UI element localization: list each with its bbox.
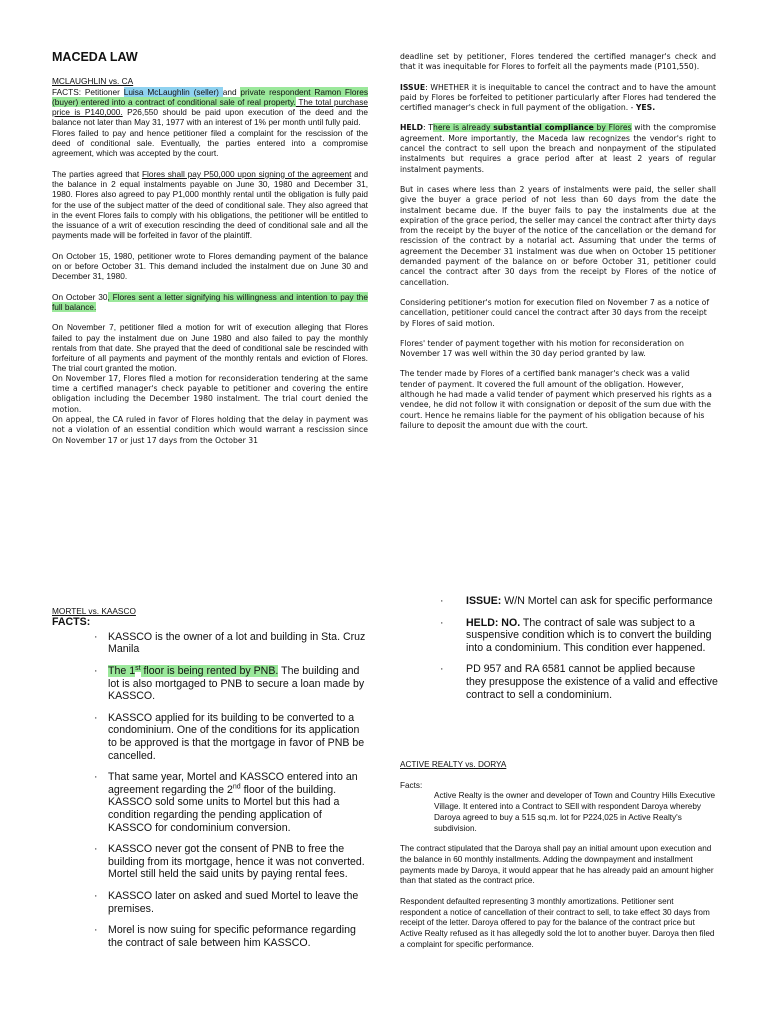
paragraph-considering: Considering petitioner's motion for execution filed on November 7 as a notice of cancellation, petitioner could cancel the contract after 30 days from the receipt by Flores of said motion. <box>400 297 710 328</box>
paragraph-grace-period: But in cases where less than 2 years of instalments were paid, the seller shall give the buyer a grace period of not less than 60 days from the date the instalment became due. If the buyer fails to pay the instalments due at the expiration of the grace period, the seller may cancel the contract after thirty days from the receipt by the buyer of the notice of the cancellation or the demand for rescission of the contract by a notarial act. Assuming that under the terms of agreement the December 31 instalment was due when on October 15 petitioner demanded payment of the balance on or before October 31, petitioner could cancel the contract after 30 days from the receipt by Flores of the notice of cancellation. <box>400 184 716 287</box>
mortel-facts-label: FACTS: <box>52 616 91 629</box>
active-facts-paragraph: Active Realty is the owner and developer of Town and Country Hills Executive Village. It entered into a Contract to SEll with respondent Daroya whereby Daroya agreed to buy a 515 sq.m. lot for P224,025 in Active Realty's subdivision. <box>434 791 716 833</box>
active-realty-section <box>400 760 716 951</box>
held-paragraph: HELD: There is already substantial compliance by Flores with the compromise agreement. More importantly, the Maceda law recognizes the vendor's right to cancel the contract to sell upon the breach and nonpayment of the stipulated instalments but requires a grace period after at least 2 years of regular instalment payments. <box>400 123 716 174</box>
list-item: · Morel is now suing for specific peformance regarding the contract of sale between him KASSCO. <box>94 924 356 949</box>
case-title-mortel: MORTEL vs. KAASCO <box>52 606 136 616</box>
list-item: · KASSCO is the owner of a lot and building in Sta. Cruz Manila <box>94 630 366 656</box>
mortel-facts-list <box>94 631 368 949</box>
paragraph-complaint: Flores failed to pay and hence petitioner filed a complaint for the rescission of the deed of conditional sale. Eventually, the parties entered into a compromise agreement, which was accepted by the court. <box>52 127 368 159</box>
maceda-left-column <box>52 52 368 446</box>
active-paragraph-default: Respondent defaulted representing 3 monthly amortizations. Petitioner sent respondent a notice of cancellation of their contract to sell, to take effect 30 days from receipt of the letter. Daroya offered to pay for the balance of the contract price but Active Realty refused as it has allegedly sold the lot to another buyer. Daroya then filed a complaint for specific performance. <box>400 897 715 949</box>
list-item: · KASSCO applied for its building to be converted to a condominium. One of the conditions for its application to be approved is that the mortgage in favor of PNB be cancelled. <box>94 711 365 762</box>
active-facts-label: Facts: <box>400 780 423 790</box>
list-item: · The 1st floor is being rented by PNB. The building and lot is also mortgaged to PNB to secure a loan made by KASSCO. <box>94 664 365 703</box>
paragraph-valid-tender: The tender made by Flores of a certified bank manager's check was a valid tender of payment. It covered the full amount of the obligation. However, although he had made a valid tender of payment which preserved his rights as a vendee, he did not follow it with consignation or deposit of the sum due with the court. Hence he remains liable for the payment of his obligation because of his failure to deposit the amount due with the court. <box>400 369 712 430</box>
document-title: MACEDA LAW <box>52 50 138 64</box>
case-title-active-realty: ACTIVE REALTY vs. DORYA <box>400 760 507 769</box>
paragraph-tender: Flores' tender of payment together with his motion for reconsideration on November 17 was well within the 30 day period granted by law. <box>400 338 684 359</box>
list-item: · HELD: NO. The contract of sale was subject to a suspensive condition which is to convert the building into a condominium. This condition ever happened. <box>440 616 712 654</box>
maceda-right-column <box>400 52 716 431</box>
mortel-section <box>52 606 368 949</box>
paragraph-oct15: On October 15, 1980, petitioner wrote to Flores demanding payment of the balance on or before October 31. This demand included the instalment due on June 30 and December 31, 1980. <box>52 250 368 282</box>
paragraph-appeal: On appeal, the CA ruled in favor of Flores holding that the delay in payment was not a violation of an essential condition which would warrant a rescission since On November 17 or just 17 days from the October 31 <box>52 414 368 445</box>
paragraph-agreement: The parties agreed that Flores shall pay P50,000 upon signing of the agreement and the balance in 2 equal instalments payable on June 30, 1980 and December 31, 1980. Flores also agreed to pay P1,000 monthly rental until the obligation is fully paid for the use of the subject matter of the deed of conditional sale. They also agreed that in the event Flores fails to comply with his obligations, the petitioner will be entitled to the issuance of a writ of execution rescinding the deed of conditional sale and all the payments made will be forfeited in favor of the plaintiff. <box>52 168 369 241</box>
paragraph-nov17: On November 17, Flores filed a motion for reconsideration tendering at the same time a certified manager's check payable to petitioner and covering the entire obligation including the December 1980 instalment. The trial court denied the motion. <box>52 373 368 414</box>
list-item: · PD 957 and RA 6581 cannot be applied because they presuppose the existence of a valid and effective contract to sell a condominium. <box>440 663 718 701</box>
case-title-mclaughlin: MCLAUGHLIN vs. CA <box>52 76 134 87</box>
paragraph-nov7: On November 7, petitioner filed a motion for writ of execution alleging that Flores failed to pay the instalment due on June 1980 and also failed to pay the monthly rentals from that date. She prayed that the deed of conditional sale be rescinded with forfeiture of all payments and payment of the monthly rentals and eviction of Flores. The trial court granted the motion. <box>52 322 368 374</box>
facts-paragraph: FACTS: Petitioner Luisa McLaughlin (seller) and private respondent Ramon Flores (buyer) entered into a contract of conditional sale of real property. The total purchase price is P140,000. P26,550 should be paid upon execution of the deed and the balance not later than May 31, 1977 with an interest of 1% per month until fully paid. <box>52 86 368 128</box>
mortel-right-list <box>440 595 718 701</box>
list-item: · That same year, Mortel and KASSCO entered into an agreement regarding the 2nd floor of the building. KASSCO sold some units to Mortel but this had a condition regarding the pending application of KASSCO for condominium conversion. <box>94 771 358 834</box>
list-item: · KASSCO never got the consent of PNB to free the building from its mortgage, hence it was not converted. Mortel still held the said units by paying rental fees. <box>94 843 365 881</box>
list-item: · KASSCO later on asked and sued Mortel to leave the premises. <box>94 889 359 915</box>
active-paragraph-contract: The contract stipulated that the Daroya shall pay an initial amount upon execution and the balance in 60 monthly installments. Adding the downpayment and installment payments made by Daroya, it would appear that he has already paid an amount higher than that stated as the contract price. <box>400 844 714 886</box>
issue-paragraph: ISSUE: WHETHER it is inequitable to cancel the contract and to have the amount paid by Flores be forfeited to petitioner particularly after Flores had tendered the certified manager's check in full payment of the obligation. - YES. <box>400 82 716 113</box>
paragraph-oct30: On October 30, Flores sent a letter signifying his willingness and intention to pay the full balance. <box>52 291 369 312</box>
paragraph-deadline: deadline set by petitioner, Flores tendered the certified manager's check and that it was inequitable for Flores to forfeit all the payments made (P101,550). <box>400 52 716 72</box>
list-item: · ISSUE: W/N Mortel can ask for specific performance <box>440 595 713 607</box>
